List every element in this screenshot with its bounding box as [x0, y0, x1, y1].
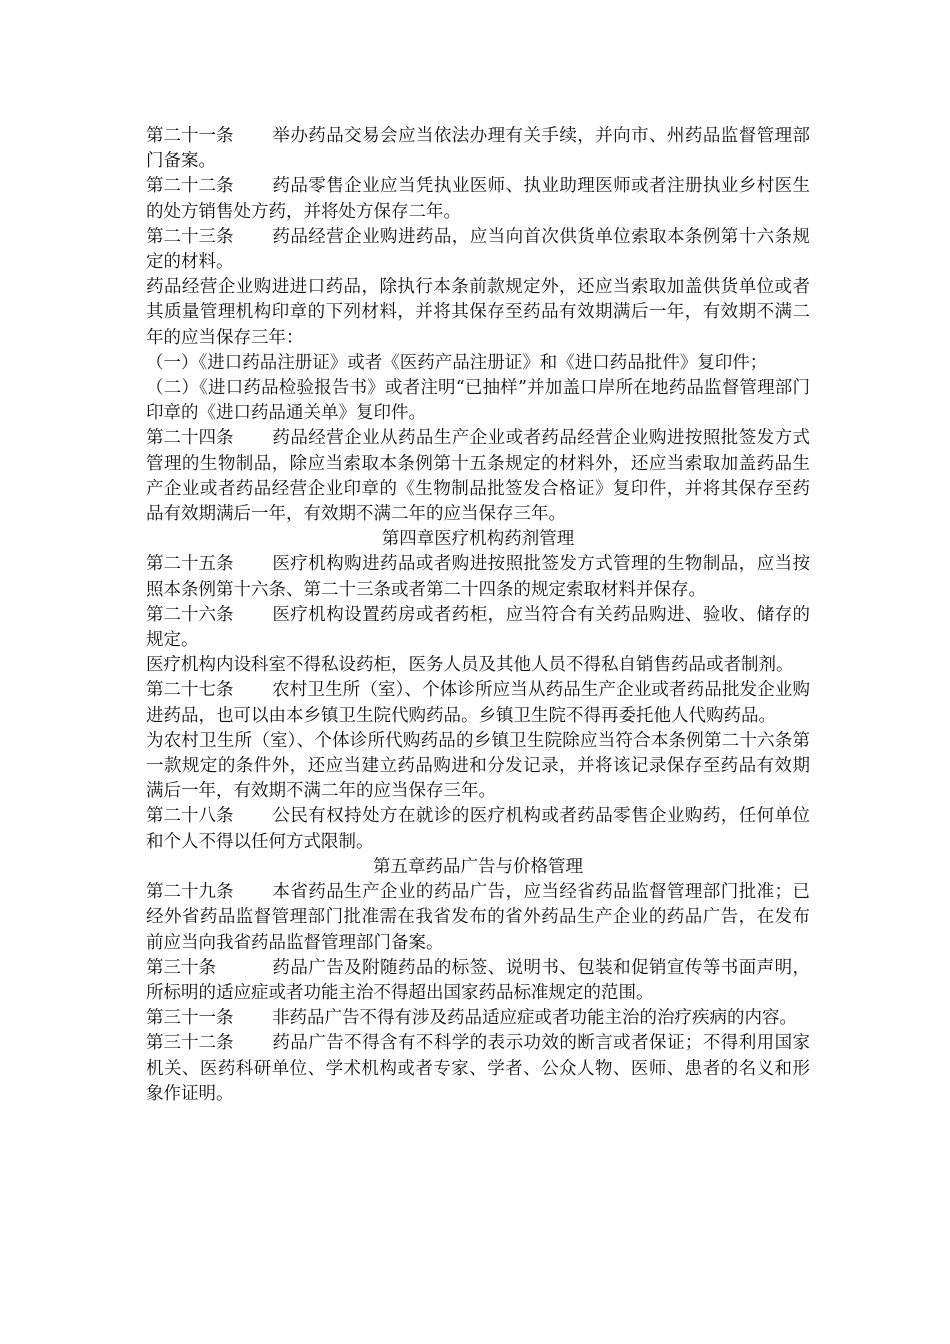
- article-text: 药品广告及附随药品的标签、说明书、包装和促销宣传等书面声明，所标明的适应症或者功能主治不得超出国家药品标准规定的范围。: [146, 957, 810, 1003]
- article-25: [146, 552, 810, 602]
- article-32: [146, 1031, 810, 1107]
- article-26: [146, 603, 810, 653]
- article-text: 药品零售企业应当凭执业医师、执业助理医师或者注册执业乡村医生的处方销售处方药，并将处方保存二年。: [146, 176, 810, 222]
- article-number: 第二十一条: [146, 126, 234, 146]
- article-26-clause-2: 医疗机构内设科室不得私设药柜，医务人员及其他人员不得私自销售药品或者制剂。: [146, 655, 794, 676]
- article-text: 医疗机构购进药品或者购进按照批签发方式管理的生物制品，应当按照本条例第十六条、第二十三条或者第二十四条的规定索取材料并保存。: [146, 554, 810, 600]
- article-text: 本省药品生产企业的药品广告，应当经省药品监督管理部门批准；已经外省药品监督管理部门批准需在我省发布的省外药品生产企业的药品广告，在发布前应当向我省药品监督管理部门备案。: [146, 882, 810, 953]
- article-22: [146, 174, 810, 224]
- article-text: 非药品广告不得有涉及药品适应症或者功能主治的治疗疾病的内容。: [272, 1008, 797, 1029]
- article-23: [146, 225, 810, 275]
- article-text: 药品经营企业购进药品，应当向首次供货单位索取本条例第十六条规定的材料。: [146, 226, 810, 273]
- article-29: [146, 880, 810, 956]
- article-number: 第三十一条: [146, 1008, 234, 1029]
- article-number: 第二十六条: [146, 604, 234, 625]
- chapter-heading-4: 第四章医疗机构药剂管理: [381, 529, 575, 550]
- list-item-1: （一）《进口药品注册证》或者《医药产品注册证》和《进口药品批件》复印件；: [146, 352, 768, 373]
- article-30: [146, 956, 810, 1006]
- article-number: 第二十七条: [146, 680, 234, 701]
- list-item-2: （二）《进口药品检验报告书》或者注明“已抽样”并加盖口岸所在地药品监督管理部门印章的《进口药品通关单》复印件。: [146, 378, 810, 424]
- article-text: 医疗机构设置药房或者药柜，应当符合有关药品购进、验收、储存的规定。: [146, 604, 810, 651]
- article-number: 第二十八条: [146, 806, 234, 827]
- article-21: [146, 124, 810, 174]
- article-28: [146, 804, 810, 854]
- article-number: 第二十二条: [146, 176, 234, 197]
- article-text: 公民有权持处方在就诊的医疗机构或者药品零售企业购药，任何单位和个人不得以任何方式限制。: [146, 806, 810, 852]
- article-text: 农村卫生所（室）、个体诊所应当从药品生产企业或者药品批发企业购进药品，也可以由本乡镇卫生院代购药品。乡镇卫生院不得再委托他人代购药品。: [146, 680, 810, 726]
- article-number: 第二十九条: [146, 882, 234, 903]
- article-number: 第三十条: [146, 957, 216, 978]
- article-23-clause-2: 药品经营企业购进进口药品，除执行本条前款规定外，还应当索取加盖供货单位或者其质量管理机构印章的下列材料，并将其保存至药品有效期满后一年，有效期不满二年的应当保存三年：: [146, 277, 810, 348]
- article-number: 第三十二条: [146, 1033, 234, 1054]
- article-number: 第二十三条: [146, 226, 234, 247]
- article-text: 药品广告不得含有不科学的表示功效的断言或者保证；不得利用国家机关、医药科研单位、学术机构或者专家、学者、公众人物、医师、患者的名义和形象作证明。: [146, 1033, 810, 1104]
- article-24: [146, 426, 810, 527]
- article-text: 举办药品交易会应当依法办理有关手续，并向市、州药品监督管理部门备案。: [146, 126, 810, 172]
- chapter-heading-5: 第五章药品广告与价格管理: [373, 856, 583, 877]
- article-27-clause-2: 为农村卫生所（室）、个体诊所代购药品的乡镇卫生院除应当符合本条例第二十六条第一款规定的条件外，还应当建立药品购进和分发记录，并将该记录保存至药品有效期满后一年，有效期不满二年的应当保存三年。: [146, 730, 810, 802]
- article-number: 第二十五条: [146, 554, 234, 575]
- article-27: [146, 678, 810, 728]
- article-text: 药品经营企业从药品生产企业或者药品经营企业购进按照批签发方式管理的生物制品，除应当索取本条例第十五条规定的材料外，还应当索取加盖药品生产企业或者药品经营企业印章的《生物制品批签发合格证》复印件，并将其保存至药品有效期满后一年，有效期不满二年的应当保存三年。: [146, 428, 810, 525]
- document-page: [146, 124, 810, 1107]
- article-31: [146, 1006, 810, 1031]
- article-number: 第二十四条: [146, 428, 234, 449]
